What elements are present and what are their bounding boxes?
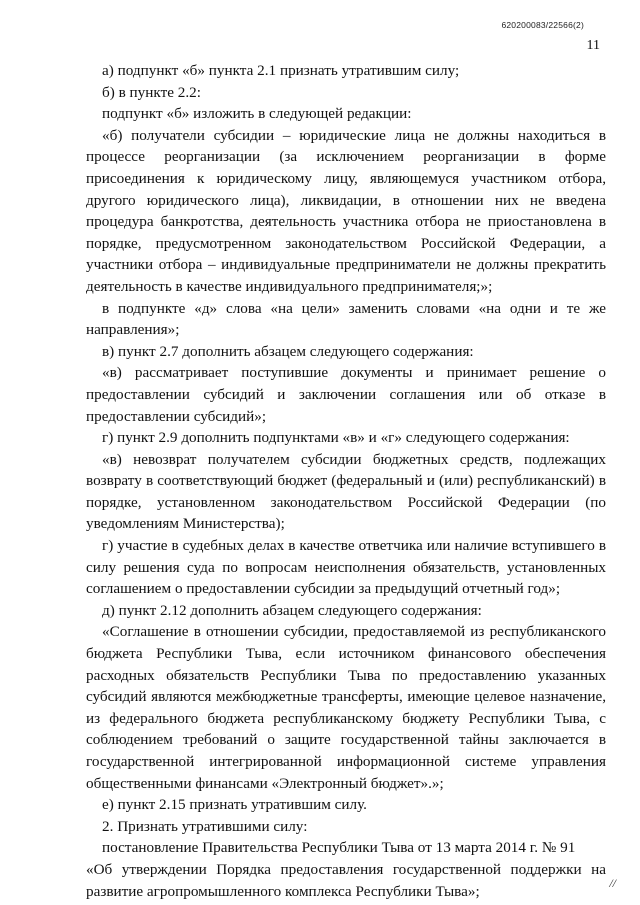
page-number: 11 bbox=[586, 38, 600, 53]
paragraph: подпункт «б» изложить в следующей редакции: bbox=[102, 105, 412, 123]
paragraph: в) пункт 2.7 дополнить абзацем следующего содержания: bbox=[102, 342, 474, 360]
paragraph: «б) получатели субсидии – юридические лица не должны находиться в процессе реорганизации (за исключением реорганизации в форме присоединения к юридическому лицу, являющемуся участником отбора, другого юридического лица), ликвидации, в отношении них не введена процедура банкротства, деятельность участника отбора не приостановлена в порядке, предусмотренном законодательством Российской Федерации, а участники отбора – индивидуальные предприниматели не должны прекратить деятельность в качестве индивидуального предпринимателя;»; bbox=[86, 126, 606, 295]
paragraph: а) подпункт «б» пункта 2.1 признать утратившим силу; bbox=[102, 62, 460, 79]
paragraph: постановление Правительства Республики Тыва от 13 марта 2014 г. № 91 bbox=[102, 839, 576, 857]
paragraph: е) пункт 2.15 признать утратившим силу. bbox=[102, 796, 367, 814]
paragraph: г) пункт 2.9 дополнить подпунктами «в» и «г» следующего содержания: bbox=[102, 429, 570, 447]
corner-mark: // bbox=[609, 876, 616, 890]
document-id: 620200083/22566(2) bbox=[501, 20, 584, 30]
paragraph: «в) невозврат получателем субсидии бюджетных средств, подлежащих возврату в соответствующий бюджет (федеральный и (или) республиканский) в порядке, установленном законодательством Российской Федерации (по уведомлениям Министерства); bbox=[86, 450, 606, 533]
paragraph: «Об утверждении Порядка предоставления государственной поддержки на развитие агропромышленного комплекса Республики Тыва»; bbox=[86, 860, 606, 900]
paragraph: «Соглашение в отношении субсидии, предоставляемой из республиканского бюджета Республики Тыва, если источником финансового обеспечения расходных обязательств Республики Тыва по предоставлению указанных субсидий являются межбюджетные трансферты, имеющие целевое назначение, из федерального бюджета республиканскому бюджету Республики Тыва, с соблюдением требований о защите государственной тайны заключается в государственной интегрированной информационной системе управления общественными финансами «Электронный бюджет».»; bbox=[86, 623, 606, 792]
paragraph: б) в пункте 2.2: bbox=[102, 83, 201, 101]
paragraph: в подпункте «д» слова «на цели» заменить словами «на одни и те же направления»; bbox=[86, 299, 606, 339]
paragraph: «в) рассматривает поступившие документы и принимает решение о предоставлении субсидий и заключении соглашения или об отказе в предоставлении субсидий»; bbox=[86, 364, 606, 425]
document-body bbox=[86, 60, 606, 902]
paragraph: г) участие в судебных делах в качестве ответчика или наличие вступившего в силу решения суда по вопросам неисполнения обязательств, установленных соглашением о предоставлении субсидии за предыдущий отчетный год»; bbox=[86, 537, 606, 598]
paragraph: 2. Признать утратившими силу: bbox=[102, 817, 308, 835]
paragraph: д) пункт 2.12 дополнить абзацем следующего содержания: bbox=[102, 601, 482, 619]
